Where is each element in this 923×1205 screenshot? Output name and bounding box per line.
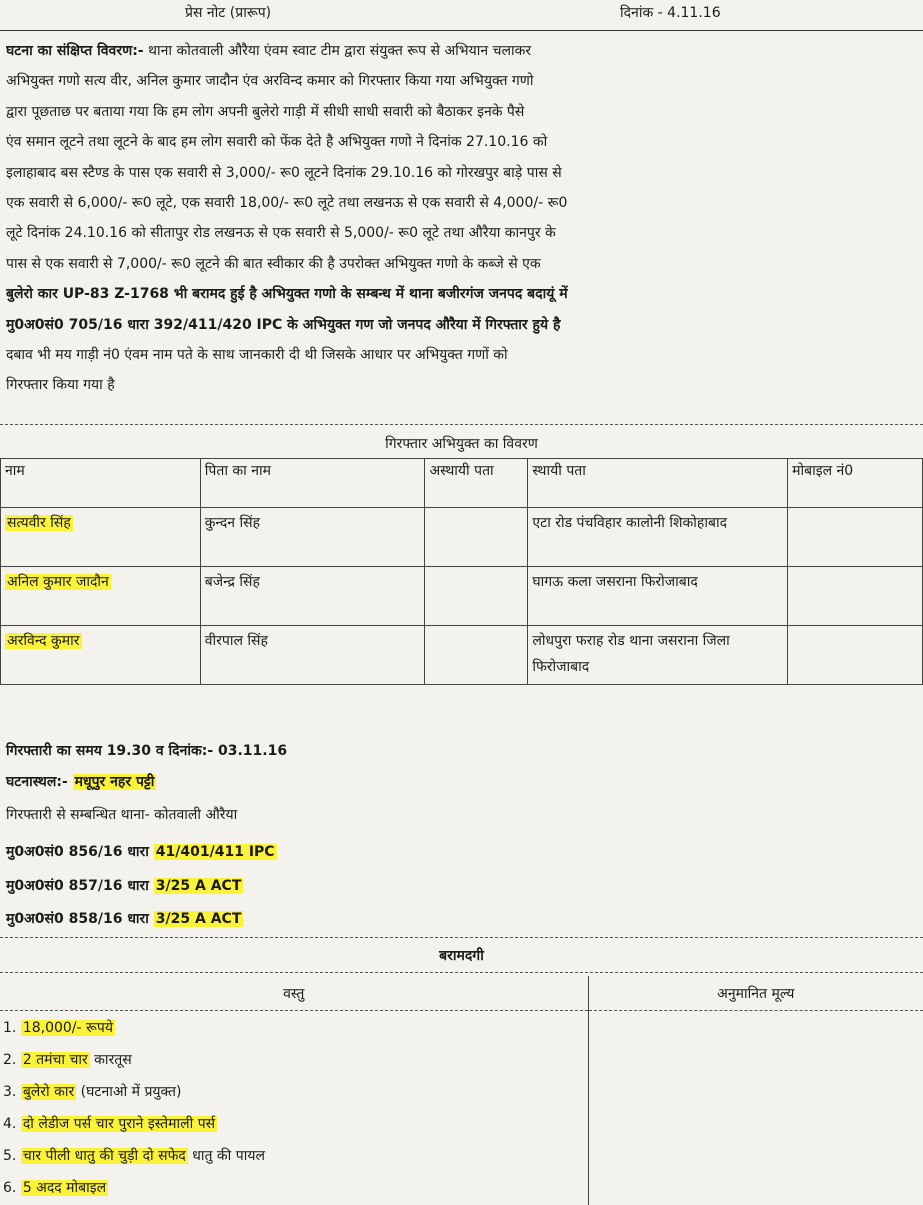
- summary-line: दबाव भी मय गाड़ी नं0 एंवम नाम पते के साथ जानकारी दी थी जिसके आधार पर अभियुक्त गणों को: [6, 340, 916, 370]
- summary-line: एक सवारी से 6,000/- रू0 लूटे, एक सवारी 18,00/- रू0 लूटे तथा लखनऊ से एक सवारी से 4,000/- रू0: [6, 188, 916, 218]
- col-temp-address: अस्थायी पता: [425, 459, 528, 508]
- list-item: [1, 1044, 587, 1076]
- mobile-number: [788, 567, 923, 626]
- item-number: 4.: [3, 1116, 21, 1132]
- item-text: धातु की पायल: [188, 1148, 265, 1164]
- table-header-row: [0, 976, 923, 1011]
- summary-text: थाना कोतवाली औरैया एंवम स्वाट टीम द्वारा संयुक्त रूप से अभियान चलाकर: [144, 43, 531, 59]
- recovery-table: [0, 976, 923, 1205]
- press-note-date: दिनांक - 4.11.16: [620, 3, 721, 22]
- accused-name: अरविन्द कुमार: [5, 633, 82, 649]
- summary-line: [6, 36, 916, 66]
- father-name: बजेन्द्र सिंह: [200, 567, 425, 626]
- press-note-title: प्रेस नोट (प्रारूप): [185, 3, 271, 22]
- item-number: 5.: [3, 1148, 21, 1164]
- col-name: नाम: [1, 459, 201, 508]
- list-item: [1, 1172, 587, 1204]
- father-name: कुन्दन सिंह: [200, 508, 425, 567]
- incident-place-label: घटनास्थल:-: [6, 774, 73, 790]
- mobile-number: [788, 508, 923, 567]
- case-section: 3/25 A ACT: [154, 911, 244, 927]
- item-text: (घटनाओ में प्रयुक्त): [76, 1084, 181, 1100]
- summary-line: लूटे दिनांक 24.10.16 को सीतापुर रोड लखनऊ से एक सवारी से 5,000/- रू0 लूटे तथा औरैया कानपुर के: [6, 218, 916, 248]
- item-number: 6.: [3, 1180, 21, 1196]
- section-divider: [0, 424, 923, 425]
- item-text: बुलेरो कार: [21, 1084, 76, 1100]
- header-rule: [0, 30, 923, 31]
- table-row: [0, 1011, 923, 1205]
- item-number: 2.: [3, 1052, 21, 1068]
- temp-address: [425, 508, 528, 567]
- summary-line: पास से एक सवारी से 7,000/- रू0 लूटने की बात स्वीकार की है उपरोक्त अभियुक्त गणो के कब्जे से एक: [6, 249, 916, 279]
- table-row: [1, 508, 923, 567]
- case-section: 3/25 A ACT: [154, 878, 244, 894]
- item-number: 1.: [3, 1020, 21, 1036]
- list-item: [1, 1012, 587, 1044]
- item-text: 5 अदद मोबाइल: [21, 1180, 108, 1196]
- item-text: कारतूस: [90, 1052, 132, 1068]
- temp-address: [425, 626, 528, 685]
- summary-line: एंव समान लूटने तथा लूटने के बाद हम लोग सवारी को फेंक देते है अभियुक्त गणो ने दिनांक 27.10.16 को: [6, 127, 916, 157]
- col-father: पिता का नाम: [200, 459, 425, 508]
- accused-name: सत्यवीर सिंह: [5, 515, 73, 531]
- list-item: [1, 1076, 587, 1108]
- item-text: चार पीली धातु की चुड़ी दो सफेद: [21, 1148, 188, 1164]
- accused-name: अनिल कुमार जादौन: [5, 574, 111, 590]
- incident-summary: [6, 36, 916, 401]
- estimated-value-cell: [588, 1011, 923, 1205]
- perm-address: लोधपुरा फराह रोड थाना जसराना जिला फिरोजाबाद: [528, 626, 788, 685]
- item-text: दो लेडीज पर्स चार पुराने इस्तेमाली पर्स: [21, 1116, 217, 1132]
- list-item: [1, 1108, 587, 1140]
- case-number: मु0अ0सं0 856/16 धारा: [6, 844, 154, 860]
- accused-section-title: गिरफ्तार अभियुक्त का विवरण: [0, 434, 923, 453]
- summary-label: घटना का संक्षिप्त विवरण:-: [6, 43, 144, 59]
- temp-address: [425, 567, 528, 626]
- table-header-row: [1, 459, 923, 508]
- case-line: [6, 909, 243, 928]
- col-perm-address: स्थायी पता: [528, 459, 788, 508]
- case-line: [6, 842, 277, 861]
- table-row: [1, 567, 923, 626]
- col-item: वस्तु: [0, 976, 588, 1011]
- col-estimated-value: अनुमानित मूल्य: [588, 976, 923, 1011]
- arrest-time: गिरफ्तारी का समय 19.30 व दिनांक:- 03.11.16: [6, 741, 287, 760]
- item-number: 3.: [3, 1084, 21, 1100]
- father-name: वीरपाल सिंह: [200, 626, 425, 685]
- incident-place: [6, 772, 156, 791]
- police-station: गिरफ्तारी से सम्बन्धित थाना- कोतवाली औरैया: [6, 805, 237, 824]
- item-text: 18,000/- रूपये: [21, 1020, 115, 1036]
- perm-address: घागऊ कला जसराना फिरोजाबाद: [528, 567, 788, 626]
- summary-line: गिरफ्तार किया गया है: [6, 370, 916, 400]
- page-header: [0, 0, 923, 28]
- recovery-list: [1, 1012, 587, 1204]
- case-number: मु0अ0सं0 858/16 धारा: [6, 911, 154, 927]
- accused-table: [0, 458, 923, 685]
- summary-line: अभियुक्त गणो सत्य वीर, अनिल कुमार जादौन एंव अरविन्द कमार को गिरफ्तार किया गया अभियुक्त गणो: [6, 66, 916, 96]
- recovery-section-title: बरामदगी: [0, 946, 923, 965]
- summary-line: मु0अ0सं0 705/16 धारा 392/411/420 IPC के अभियुक्त गण जो जनपद औरैया में गिरफ्तार हुये है: [6, 310, 916, 340]
- perm-address: एटा रोड पंचविहार कालोनी शिकोहाबाद: [528, 508, 788, 567]
- section-divider: [0, 972, 923, 973]
- mobile-number: [788, 626, 923, 685]
- incident-place-value: मधूपुर नहर पट्टी: [73, 774, 157, 790]
- item-text: 2 तमंचा चार: [21, 1052, 90, 1068]
- list-item: [1, 1140, 587, 1172]
- section-divider: [0, 937, 923, 938]
- case-number: मु0अ0सं0 857/16 धारा: [6, 878, 154, 894]
- table-row: [1, 626, 923, 685]
- summary-line: बुलेरो कार UP-83 Z-1768 भी बरामद हुई है अभियुक्त गणो के सम्बन्ध में थाना बजीरगंज जनपद बदायूं में: [6, 279, 916, 309]
- case-line: [6, 876, 243, 895]
- summary-line: द्वारा पूछताछ पर बताया गया कि हम लोग अपनी बुलेरो गाड़ी में सीधी साधी सवारी को बैठाकर इनके पैसे: [6, 97, 916, 127]
- col-mobile: मोबाइल नं0: [788, 459, 923, 508]
- case-section: 41/401/411 IPC: [154, 844, 277, 860]
- summary-line: इलाहाबाद बस स्टैण्ड के पास एक सवारी से 3,000/- रू0 लूटने दिनांक 29.10.16 को गोरखपुर बाड़े पास से: [6, 158, 916, 188]
